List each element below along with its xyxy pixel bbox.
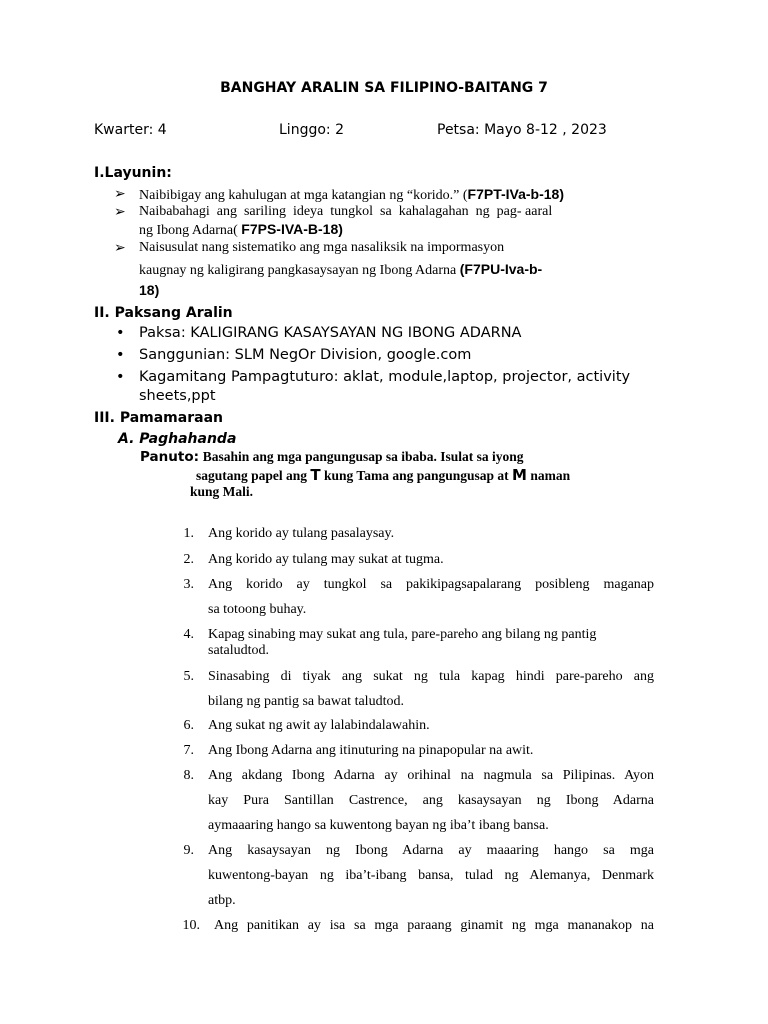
objective-2-line-2 — [139, 221, 343, 239]
panuto-line-2 — [196, 466, 570, 484]
question-text: Ang korido ay tulang may sukat at tugma. — [208, 552, 444, 567]
question-number: 1. — [183, 526, 194, 541]
document-title: BANGHAY ARALIN SA FILIPINO-BAITANG 7 — [220, 80, 548, 96]
objective-3-code: (F7PU-Iva-b- — [459, 261, 543, 277]
panuto-text-1: Basahin ang mga pangungusap sa ibaba. Isulat sa iyong — [202, 449, 524, 464]
objective-2-text: ng Ibong Adarna( — [139, 223, 238, 238]
question-text: atbp. — [208, 893, 236, 908]
panuto-line-1 — [140, 449, 524, 465]
question-number: 8. — [183, 768, 194, 783]
question-number: 4. — [183, 627, 194, 642]
question-number: 5. — [183, 669, 194, 684]
kagamitan-text-line-2: sheets,ppt — [139, 388, 216, 404]
petsa-label: Petsa: Mayo 8-12 , 2023 — [437, 122, 607, 138]
question-number: 2. — [183, 552, 194, 567]
question-number: 6. — [183, 718, 194, 733]
paksa-text: Paksa: KALIGIRANG KASAYSAYAN NG IBONG ADARNA — [139, 325, 522, 341]
panuto-label: Panuto: — [140, 449, 199, 465]
question-text: Sinasabing di tiyak ang sukat ng tula kapag hindi pare-pareho ang — [208, 669, 654, 684]
bullet-icon: • — [116, 325, 125, 341]
objective-3-code-cont: 18) — [139, 282, 160, 298]
objective-3-text: kaugnay ng kaligirang pangkasaysayan ng Ibong Adarna — [139, 263, 457, 278]
linggo-label: Linggo: 2 — [279, 122, 344, 138]
question-text: sataludtod. — [208, 643, 270, 658]
question-text: aymaaaring hango sa kuwentong bayan ng iba’t ibang bansa. — [208, 818, 549, 833]
question-text: sa totoong buhay. — [208, 602, 307, 617]
arrow-bullet-icon: ➢ — [114, 203, 126, 219]
objective-1 — [139, 186, 564, 204]
question-text: Ang akdang Ibong Adarna ay orihinal na nagmula sa Pilipinas. Ayon — [208, 768, 654, 783]
question-text: Ang korido ay tulang pasalaysay. — [208, 526, 395, 541]
question-number: 10. — [182, 918, 200, 933]
objective-1-code: F7PT-IVa-b-18) — [467, 186, 564, 202]
question-number: 3. — [183, 577, 194, 592]
question-text: Ang korido ay tungkol sa pakikipagsapalarang posibleng maganap — [208, 577, 654, 592]
panuto-M: M — [512, 466, 527, 484]
question-number: 9. — [183, 843, 194, 858]
question-text: Ang kasaysayan ng Ibong Adarna ay maaaring hango sa mga — [208, 843, 654, 858]
question-text: bilang ng pantig sa bawat taludtod. — [208, 694, 404, 709]
kwarter-label: Kwarter: 4 — [94, 122, 167, 138]
pamamaraan-heading: III. Pamamaraan — [94, 410, 223, 426]
sanggunian-text: Sanggunian: SLM NegOr Division, google.com — [139, 347, 472, 363]
objective-3-line-2 — [139, 261, 542, 279]
bullet-icon: • — [116, 369, 125, 385]
arrow-bullet-icon: ➢ — [114, 185, 126, 201]
question-text: Ang panitikan ay isa sa mga paraang ginamit ng mga mananakop na — [214, 918, 654, 933]
panuto-text-2c: naman — [526, 468, 571, 483]
objective-1-text: Naibibigay ang kahulugan at mga katangian ng “korido.” ( — [139, 188, 468, 203]
layunin-heading: I.Layunin: — [94, 165, 172, 181]
panuto-T: T — [310, 466, 321, 484]
paksang-aralin-heading: II. Paksang Aralin — [94, 305, 233, 321]
objective-2-line-1: Naibabahagi ang sariling ideya tungkol sa kahalagahan ng pag- aaral — [139, 204, 553, 219]
bullet-icon: • — [116, 347, 125, 363]
question-text: kuwentong-bayan ng iba’t-ibang bansa, tulad ng Alemanya, Denmark — [208, 868, 654, 883]
question-number: 7. — [183, 743, 194, 758]
panuto-line-3: kung Mali. — [190, 484, 254, 499]
question-text: Ang Ibong Adarna ang itinuturing na pinapopular na awit. — [208, 743, 534, 758]
panuto-text-2a: sagutang papel ang — [196, 468, 311, 483]
paghahanda-subheading: A. Paghahanda — [118, 431, 237, 447]
question-text: Ang sukat ng awit ay lalabindalawahin. — [208, 718, 430, 733]
objective-2-code: F7PS-IVA-B-18) — [241, 221, 343, 237]
panuto-text-2b: kung Tama ang pangungusap at — [320, 468, 513, 483]
arrow-bullet-icon: ➢ — [114, 239, 126, 255]
question-text: Kapag sinabing may sukat ang tula, pare-pareho ang bilang ng pantig — [208, 627, 597, 642]
kagamitan-text-line-1: Kagamitang Pampagtuturo: aklat, module,laptop, projector, activity — [139, 369, 631, 385]
question-text: kay Pura Santillan Castrence, ang kasaysayan ng Ibong Adarna — [208, 793, 654, 808]
objective-3-line-1: Naisusulat nang sistematiko ang mga nasaliksik na impormasyon — [139, 240, 505, 255]
